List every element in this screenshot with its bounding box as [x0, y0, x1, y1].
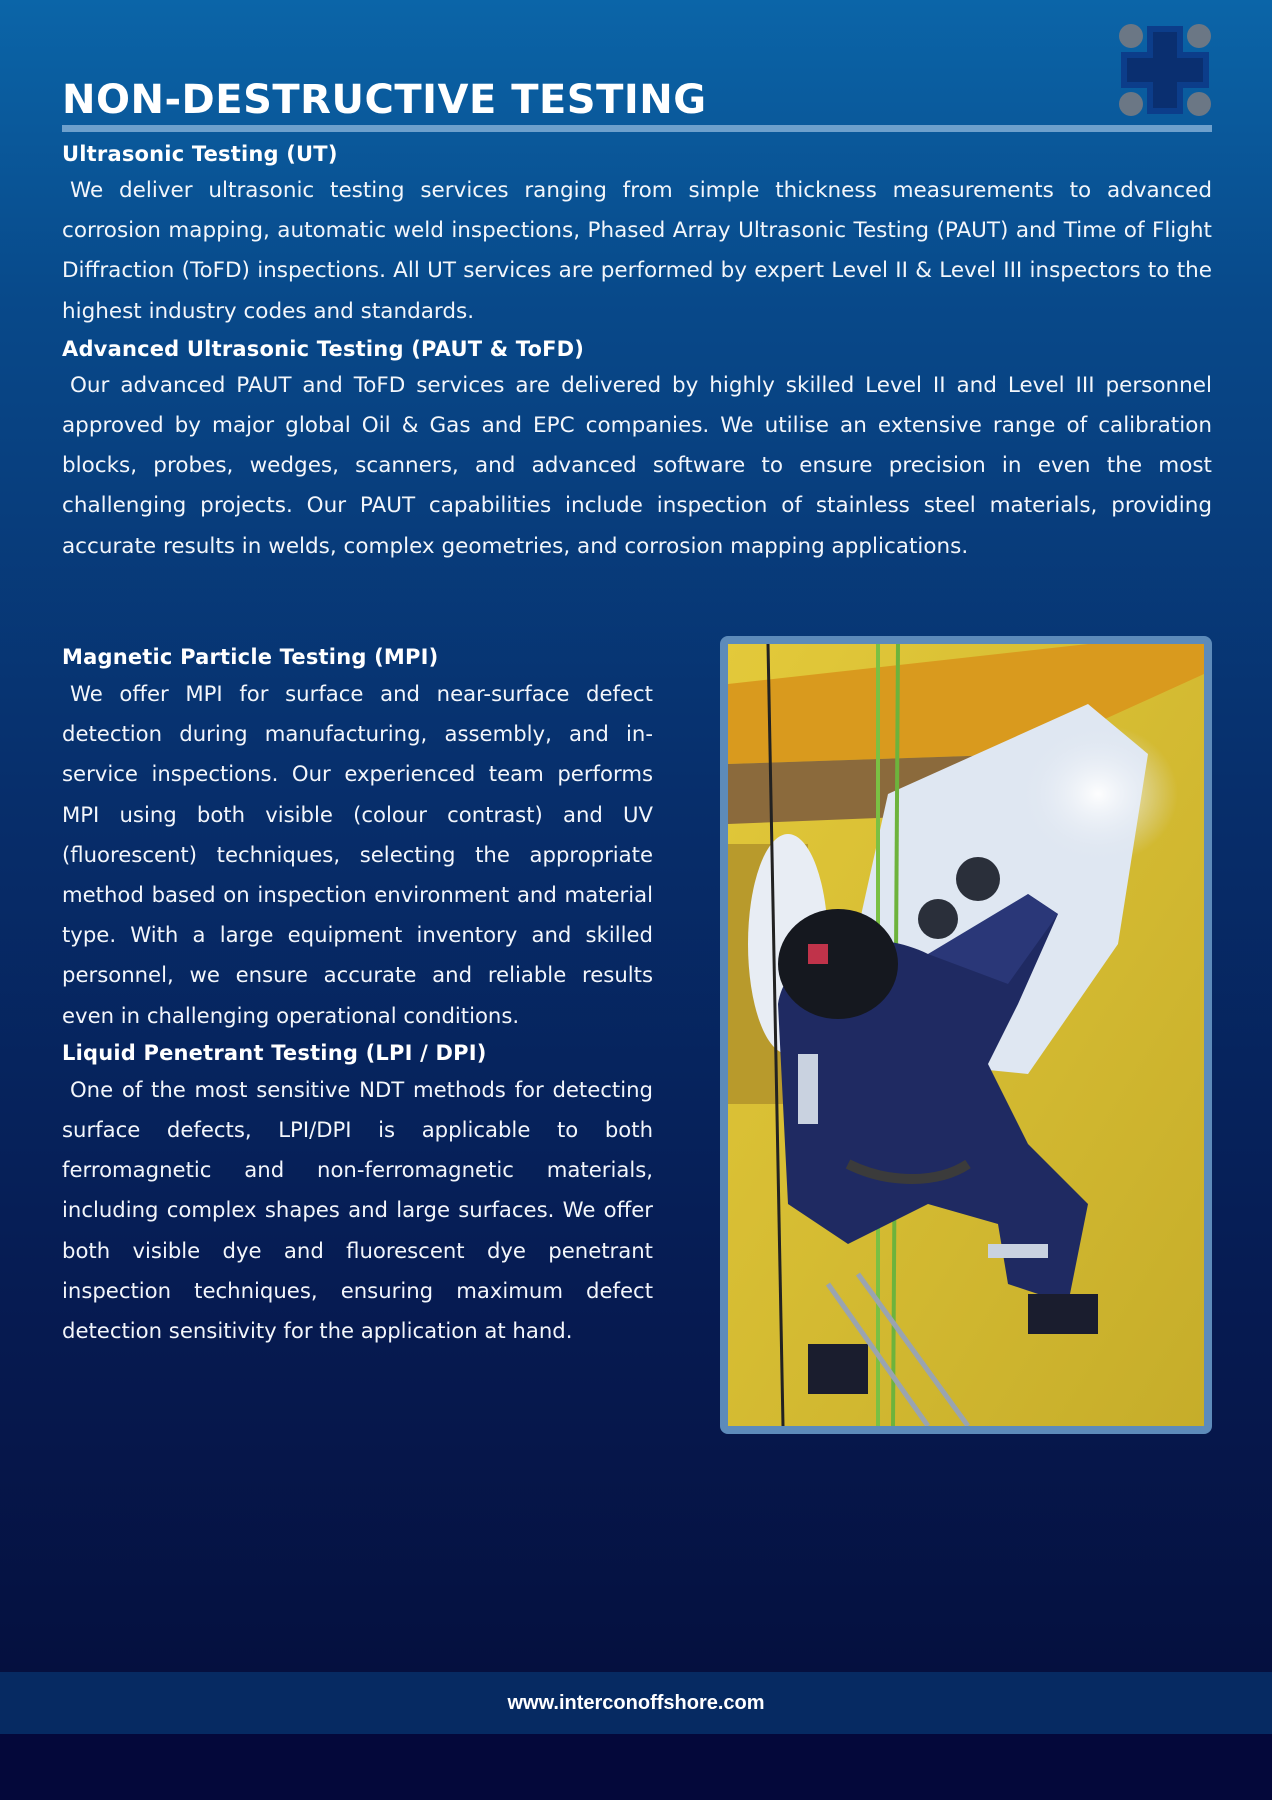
section-body-mpi: We offer MPI for surface and near-surface defect detection during manufacturing, assembly, and in-service inspections. Our experienced team performs MPI using both visible (colour contrast) and UV (fluorescent) techniques, selecting the appropriate method based on inspection environment and material type. With a large equipment inventory and skilled personnel, we ensure accurate and reliable results even in challenging operational conditions. — [62, 681, 653, 1028]
website-link[interactable]: www.interconoffshore.com — [507, 1691, 765, 1714]
page-title: NON-DESTRUCTIVE TESTING — [62, 77, 707, 123]
section-body-ut: We deliver ultrasonic testing services ranging from simple thickness measurements to advanced corrosion mapping, automatic weld inspections, Phased Array Ultrasonic Testing (PAUT) and Time of Flight Diffraction (ToFD) inspections. All UT services are performed by expert Level II & Level III inspectors to the highest industry codes and standards. — [62, 178, 1212, 324]
company-cross-logo-icon — [1117, 22, 1213, 118]
left-column — [62, 640, 653, 1351]
section-title-ut: Ultrasonic Testing (UT) — [62, 142, 338, 166]
section-title-paut: Advanced Ultrasonic Testing (PAUT & ToFD) — [62, 336, 585, 361]
section-title-mpi: Magnetic Particle Testing (MPI) — [62, 645, 439, 669]
title-divider — [62, 125, 1212, 132]
section-body-paut: Our advanced PAUT and ToFD services are delivered by highly skilled Level II and Level III personnel approved by major global Oil & Gas and EPC companies. We utilise an extensive range of calibration blocks, probes, wedges, scanners, and advanced software to ensure precision in even the most challenging projects. Our PAUT capabilities include inspection of stainless steel materials, providing accurate results in welds, complex geometries, and corrosion mapping applications. — [62, 372, 1212, 559]
footer-band — [0, 1672, 1272, 1734]
section-body-lpi: One of the most sensitive NDT methods for detecting surface defects, LPI/DPI is applicable to both ferromagnetic and non-ferromagnetic materials, including complex shapes and large surfaces. We offer both visible dye and fluorescent dye penetrant inspection techniques, ensuring maximum defect detection sensitivity for the application at hand. — [62, 1076, 653, 1344]
footer-bottom-strip — [0, 1734, 1272, 1800]
rope-access-technician-photo — [720, 636, 1212, 1434]
intro-sections — [62, 137, 1212, 567]
section-title-lpi: Liquid Penetrant Testing (LPI / DPI) — [62, 1040, 487, 1065]
